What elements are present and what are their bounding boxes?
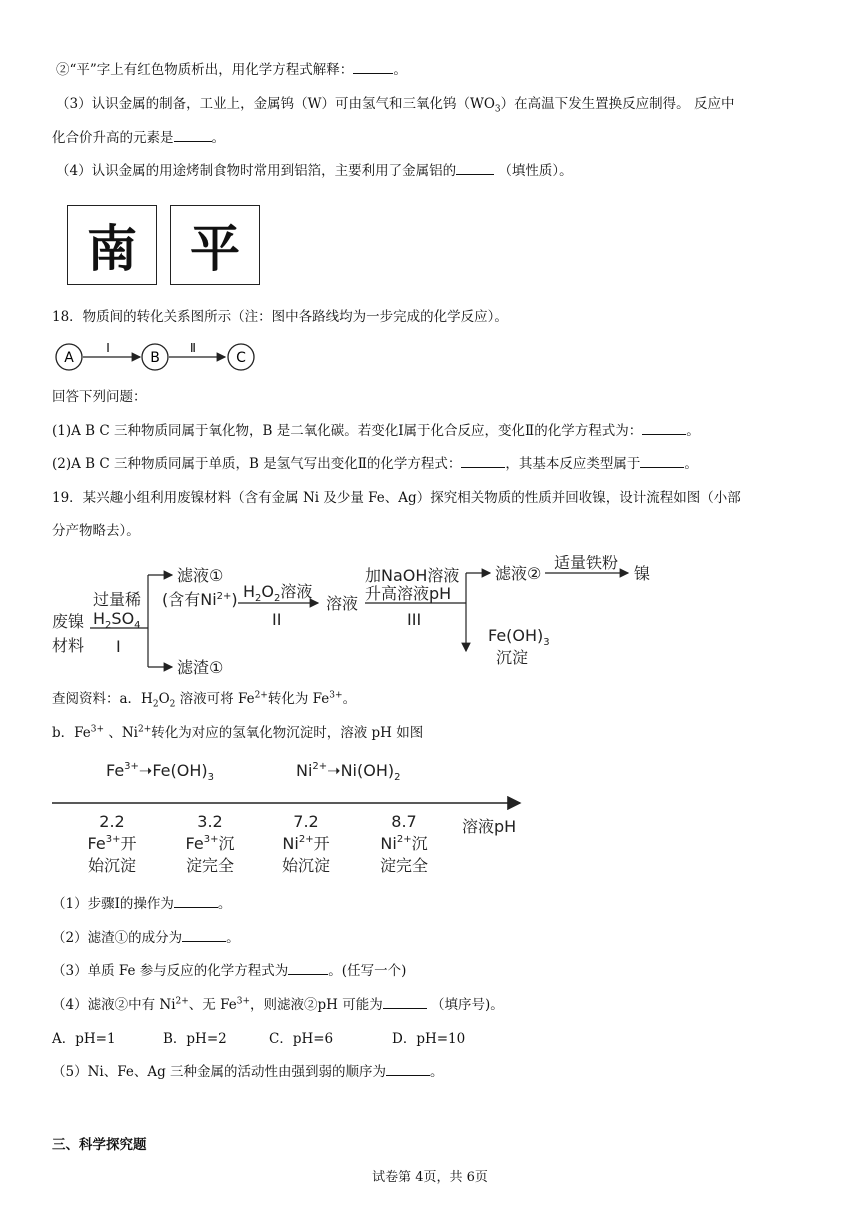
answer-blank[interactable]	[456, 174, 494, 175]
q18-p1: (1)A B C 三种物质同属于氧化物，B 是二氧化碳。若变化Ⅰ属于化合反应，变化Ⅱ的化学方程式为： 。	[52, 423, 700, 439]
flow-start-line1: 废镍	[52, 612, 85, 631]
ph-tick-desc: 淀完全	[379, 856, 429, 875]
ph-tick-value: 8.7	[391, 812, 417, 831]
flow-start-line2: 材料	[52, 636, 85, 655]
flow-step2-label: II	[272, 610, 282, 629]
flow-step3-reagent: 加NaOH溶液	[365, 566, 460, 585]
flow-precipitate-label: 沉淀	[496, 648, 529, 667]
section-heading: 三、科学探究题	[52, 1137, 147, 1153]
node-b-label: B	[150, 350, 160, 366]
ph-tick-ion: $Ni^{2+}$开	[282, 834, 330, 853]
option-b[interactable]: B．pH=2	[163, 1031, 227, 1047]
flow-product: 镍	[634, 564, 651, 583]
answer-blank[interactable]	[461, 467, 505, 468]
answer-blank[interactable]	[642, 434, 686, 435]
q17-part4: （4）认识金属的用途烤制食物时常用到铝箔，主要利用了金属铝的 （填性质）。	[56, 163, 573, 179]
option-c[interactable]: C．pH=6	[269, 1031, 334, 1047]
ph-tick-ion: $Fe^{3+}$沉	[185, 834, 235, 853]
q19-q3: （3）单质 Fe 参与反应的化学方程式为 。(任写一个)	[52, 963, 407, 979]
ph-tick-desc: 始沉淀	[87, 856, 137, 875]
ph-tick-desc: 淀完全	[185, 856, 235, 875]
q17-part2b: ②“平”字上有红色物质析出，用化学方程式解释： 。	[56, 62, 407, 78]
character-box-ping	[170, 205, 260, 285]
node-a-label: A	[64, 350, 74, 366]
flow-step4-reagent: 适量铁粉	[554, 555, 619, 572]
ph-tick-value: 2.2	[99, 812, 125, 831]
flow-solution: 溶液	[326, 594, 359, 613]
answer-blank[interactable]	[383, 1008, 427, 1009]
ph-tick-ion: $Ni^{2+}$沉	[380, 834, 428, 853]
answer-blank[interactable]	[182, 941, 226, 942]
q18-p2: (2)A B C 三种物质同属于单质，B 是氢气写出变化Ⅱ的化学方程式： ，其基本反应类型属于 。	[52, 456, 698, 472]
flow-step1-label: I	[116, 637, 121, 656]
character-ping: 平	[190, 220, 240, 278]
ph-tick-value: 3.2	[197, 812, 223, 831]
option-a[interactable]: A．pH=1	[52, 1031, 116, 1047]
flow-step2-reagent: $H_2O_2$溶液	[243, 582, 313, 604]
q19-info-a: 查阅资料：a．$H_2O_2$ 溶液可将 $Fe^{2+}$转化为 $Fe^{3+}$。	[52, 690, 357, 710]
answer-blank[interactable]	[640, 467, 684, 468]
ph-tick-desc: 始沉淀	[281, 856, 331, 875]
q19-title: 19．某兴趣小组利用废镍材料（含有金属 Ni 及少量 Fe、Ag）探究相关物质的性质并回收镍，设计流程如图（小部	[52, 490, 741, 506]
flow-filtrate2: 滤液②	[495, 564, 542, 583]
answer-blank[interactable]	[174, 141, 212, 142]
q17-part3: （3）认识金属的制备，工业上，金属钨（W）可由氢气和三氧化钨$(WO_3)$在高温下发生置换反应制得。 反应中	[56, 96, 735, 115]
q19-title-cont: 分产物略去）。	[52, 523, 140, 539]
q18-title: 18．物质间的转化关系图所示（注：图中各路线均为一步完成的化学反应）。	[52, 309, 508, 325]
character-nan: 南	[87, 220, 137, 278]
q17-part3-cont: 化合价升高的元素是 。	[52, 130, 225, 146]
page-footer: 试卷第 4页，共 6页	[372, 1170, 488, 1185]
flow-residue1: 滤渣①	[177, 658, 224, 677]
q19-info-b: b．$Fe^{3+}$ 、$Ni^{2+}$转化为对应的氢氧化物沉淀时，溶液 pH 如图	[52, 724, 424, 741]
answer-blank[interactable]	[288, 974, 328, 975]
flow-step3-condition: 升高溶液pH	[365, 584, 452, 603]
ni-conversion-label: $Ni^{2+}➝Ni(OH)_2$	[296, 761, 401, 783]
flow-filtrate1: 滤液①	[177, 566, 224, 585]
ph-tick-ion: $Fe^{3+}$开	[87, 834, 137, 853]
q19-q2: （2）滤渣①的成分为 。	[52, 930, 240, 946]
flow-filtrate1-note: (含有$Ni^{2+}$)	[162, 590, 238, 609]
node-c-label: C	[236, 350, 246, 366]
q18-conversion-diagram	[50, 338, 270, 378]
flow-precipitate: $Fe(OH)_3$	[488, 626, 550, 648]
q19-flow-diagram	[50, 555, 670, 685]
character-box-nan	[67, 205, 157, 285]
q19-options	[52, 1030, 465, 1048]
arrow-i-label: I	[106, 341, 110, 355]
ph-axis-diagram	[50, 752, 540, 882]
flow-step1-reagent1: 过量稀	[93, 590, 142, 609]
answer-blank[interactable]	[174, 907, 218, 908]
answer-blank[interactable]	[386, 1075, 430, 1076]
q19-q5: （5）Ni、Fe、Ag 三种金属的活动性由强到弱的顺序为 。	[52, 1064, 444, 1080]
q19-q1: （1）步骤Ⅰ的操作为 。	[52, 896, 232, 912]
arrow-ii-label: Ⅱ	[190, 341, 196, 355]
ph-tick-value: 7.2	[293, 812, 319, 831]
ph-axis-label: 溶液pH	[462, 817, 517, 836]
option-d[interactable]: D．pH=10	[392, 1031, 466, 1047]
flow-step1-reagent2: $H_2SO_4$	[93, 609, 141, 631]
flow-step3-label: III	[407, 610, 422, 629]
q19-q4: （4）滤液②中有 $Ni^{2+}$、无 $Fe^{3+}$，则滤液②pH 可能为 （填序号)。	[52, 996, 504, 1013]
answer-blank[interactable]	[353, 73, 393, 74]
q18-intro: 回答下列问题：	[52, 389, 147, 405]
fe-conversion-label: $Fe^{3+}➝Fe(OH)_3$	[106, 761, 214, 783]
